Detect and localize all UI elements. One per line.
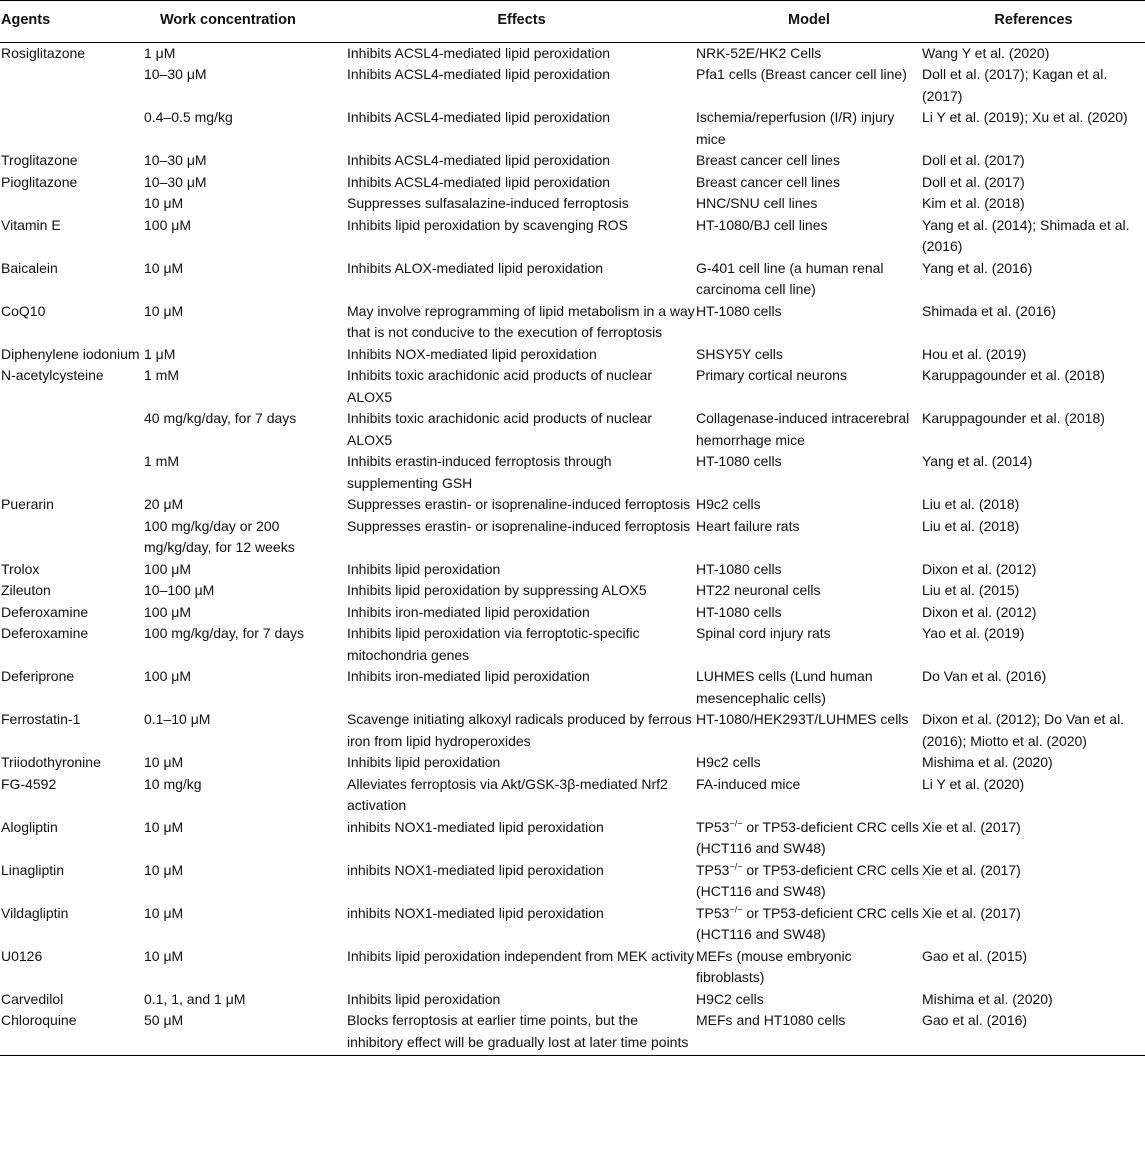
agent-cell: [0, 451, 144, 494]
header-row: [0, 1, 1145, 43]
model-cell: HT-1080 cells: [696, 560, 782, 577]
references-cell: Hou et al. (2019): [922, 345, 1027, 362]
agent-cell: Trolox: [1, 560, 40, 577]
concentration-cell: 10 μM: [144, 861, 184, 878]
references-cell: Gao et al. (2015): [922, 947, 1028, 964]
table-row: [0, 860, 1145, 903]
effect-cell: Inhibits toxic arachidonic acid products of nuclear ALOX5: [347, 367, 653, 405]
table-row: [0, 408, 1145, 451]
model-cell: HT-1080/HEK293T/LUHMES cells: [696, 711, 909, 727]
agent-cell: Troglitazone: [1, 152, 78, 168]
table-row: [0, 172, 1145, 194]
model-cell: SHSY5Y cells: [696, 345, 783, 362]
agent-cell: Deferoxamine: [1, 625, 89, 641]
model-text: or TP53-deficient CRC cells (HCT116 and SW48): [696, 861, 919, 899]
table-row: [0, 258, 1145, 301]
agent-cell: [0, 408, 144, 451]
agent-cell: [0, 107, 144, 150]
table-row: [0, 580, 1145, 602]
table-row: [0, 623, 1145, 666]
references-cell: Dixon et al. (2012): [922, 560, 1037, 577]
model-cell: HNC/SNU cell lines: [696, 195, 818, 211]
effect-cell: inhibits NOX1-mediated lipid peroxidation: [347, 861, 604, 878]
references-cell: Yao et al. (2019): [922, 625, 1025, 641]
agent-cell: Chloroquine: [0, 1010, 144, 1056]
references-cell: Liu et al. (2018): [922, 517, 1020, 534]
effect-cell: Suppresses erastin- or isoprenaline-induced ferroptosis: [347, 517, 691, 534]
concentration-cell: 10 μM: [144, 259, 184, 276]
agent-cell: Puerarin: [1, 496, 54, 512]
table-row: [0, 107, 1145, 150]
agent-cell: Rosiglitazone: [1, 44, 86, 61]
concentration-cell: 10 μM: [144, 754, 184, 770]
agent-cell: U0126: [1, 947, 43, 964]
references-cell: Xie et al. (2017): [922, 818, 1021, 835]
effect-cell: Alleviates ferroptosis via Akt/GSK-3β-mediated Nrf2 activation: [347, 775, 668, 813]
concentration-cell: 10–100 μM: [144, 582, 215, 598]
model-cell: [696, 860, 922, 903]
model-cell: HT-1080 cells: [696, 453, 782, 469]
model-prefix: TP53: [696, 818, 730, 835]
agent-cell: FG-4592: [1, 775, 57, 792]
references-cell: Wang Y et al. (2020): [922, 44, 1050, 61]
table-row: [0, 365, 1145, 408]
references-cell: Doll et al. (2017): [922, 152, 1025, 168]
table-row: [0, 42, 1145, 64]
model-text: or TP53-deficient CRC cells (HCT116 and SW48): [696, 904, 919, 942]
table-row: [0, 516, 1145, 559]
model-cell: HT-1080 cells: [696, 603, 782, 620]
agent-cell: Ferrostatin-1: [1, 711, 81, 727]
agent-cell: [0, 516, 144, 559]
model-cell: Primary cortical neurons: [696, 367, 847, 383]
model-cell: HT-1080 cells: [696, 302, 782, 319]
references-cell: Yang et al. (2014); Shimada et al. (2016): [922, 216, 1130, 254]
model-text: or TP53-deficient CRC cells (HCT116 and SW48): [696, 818, 919, 856]
references-cell: Gao et al. (2016): [922, 1010, 1145, 1056]
header-work-concentration: Work concentration: [144, 1, 347, 43]
references-cell: Karuppagounder et al. (2018): [922, 410, 1105, 426]
effect-cell: inhibits NOX1-mediated lipid peroxidation: [347, 904, 604, 921]
references-cell: Yang et al. (2016): [922, 259, 1033, 276]
agent-cell: [0, 193, 144, 215]
references-cell: Xie et al. (2017): [922, 904, 1021, 921]
concentration-cell: 10 μM: [144, 904, 184, 921]
effect-cell: Suppresses erastin- or isoprenaline-induced ferroptosis: [347, 496, 691, 512]
references-cell: Karuppagounder et al. (2018): [922, 367, 1105, 383]
references-cell: Dixon et al. (2012); Do Van et al. (2016); Miotto et al. (2020): [922, 711, 1125, 749]
header-effects: Effects: [347, 1, 696, 43]
references-cell: Kim et al. (2018): [922, 195, 1025, 211]
effect-cell: Inhibits lipid peroxidation by scavenging ROS: [347, 216, 628, 233]
model-cell: FA-induced mice: [696, 775, 801, 792]
effect-cell: Scavenge initiating alkoxyl radicals produced by ferrous iron from lipid hydroperoxides: [347, 711, 692, 749]
header-references: References: [922, 1, 1145, 43]
concentration-cell: 0.1–10 μM: [144, 711, 211, 727]
references-cell: Xie et al. (2017): [922, 861, 1021, 878]
effect-cell: Inhibits lipid peroxidation: [347, 754, 501, 770]
model-prefix: TP53: [696, 861, 730, 878]
table-row: [0, 946, 1145, 989]
model-cell: G-401 cell line (a human renal carcinoma cell line): [696, 259, 884, 297]
effect-cell: Inhibits lipid peroxidation via ferroptotic-specific mitochondria genes: [347, 625, 640, 663]
model-cell: Collagenase-induced intracerebral hemorrhage mice: [696, 410, 910, 448]
agent-cell: Deferiprone: [1, 668, 75, 684]
concentration-cell: 100 μM: [144, 216, 191, 233]
effect-cell: Inhibits toxic arachidonic acid products of nuclear ALOX5: [347, 410, 653, 448]
effect-cell: Inhibits lipid peroxidation by suppressing ALOX5: [347, 582, 647, 598]
agent-cell: [0, 64, 144, 107]
model-cell: Spinal cord injury rats: [696, 625, 831, 641]
references-cell: Liu et al. (2015): [922, 582, 1020, 598]
table-row: [0, 752, 1145, 774]
agent-cell: Pioglitazone: [1, 173, 78, 190]
model-cell: Heart failure rats: [696, 517, 800, 534]
effect-cell: Inhibits ACSL4-mediated lipid peroxidation: [347, 44, 611, 61]
effect-cell: Inhibits ALOX-mediated lipid peroxidation: [347, 259, 604, 276]
table-row: [0, 602, 1145, 624]
agent-cell: Deferoxamine: [1, 603, 89, 620]
concentration-cell: 10 μM: [144, 195, 184, 211]
concentration-cell: 100 μM: [144, 668, 191, 684]
effect-cell: May involve reprogramming of lipid metabolism in a way that is not conducive to the execution of ferroptosis: [347, 302, 695, 340]
agent-cell: Vildagliptin: [1, 904, 69, 921]
effect-cell: Inhibits iron-mediated lipid peroxidation: [347, 603, 590, 620]
effect-cell: Inhibits lipid peroxidation: [347, 560, 501, 577]
agent-cell: Vitamin E: [1, 216, 61, 233]
concentration-cell: 100 μM: [144, 560, 191, 577]
table-row: [0, 215, 1145, 258]
model-cell: H9c2 cells: [696, 496, 761, 512]
effect-cell: Inhibits erastin-induced ferroptosis through supplementing GSH: [347, 453, 612, 491]
references-cell: Mishima et al. (2020): [922, 990, 1053, 1007]
model-cell: HT-1080/BJ cell lines: [696, 216, 828, 233]
agent-cell: CoQ10: [1, 302, 46, 319]
references-cell: Li Y et al. (2020): [922, 775, 1025, 792]
table-row: [0, 1010, 1145, 1056]
concentration-cell: 10–30 μM: [144, 66, 207, 82]
model-cell: Ischemia/reperfusion (I/R) injury mice: [696, 109, 895, 147]
agent-cell: Baicalein: [1, 259, 58, 276]
effect-cell: Inhibits ACSL4-mediated lipid peroxidation: [347, 109, 611, 125]
model-cell: H9c2 cells: [696, 754, 761, 770]
effect-cell: inhibits NOX1-mediated lipid peroxidation: [347, 818, 604, 835]
model-prefix: TP53: [696, 904, 730, 921]
references-cell: Li Y et al. (2019); Xu et al. (2020): [922, 109, 1128, 125]
concentration-cell: 10 mg/kg: [144, 775, 202, 792]
concentration-cell: 10 μM: [144, 302, 184, 319]
table-row: [0, 451, 1145, 494]
concentration-cell: 50 μM: [144, 1010, 347, 1056]
references-cell: Liu et al. (2018): [922, 496, 1020, 512]
model-cell: MEFs and HT1080 cells: [696, 1010, 922, 1056]
table-row: [0, 193, 1145, 215]
effect-cell: Suppresses sulfasalazine-induced ferroptosis: [347, 195, 629, 211]
model-superscript: −/−: [729, 817, 743, 828]
table-row: [0, 559, 1145, 581]
agent-cell: Triiodothyronine: [1, 754, 101, 770]
concentration-cell: 100 μM: [144, 603, 191, 620]
references-cell: Yang et al. (2014): [922, 453, 1033, 469]
concentration-cell: 10 μM: [144, 947, 184, 964]
effect-cell: Inhibits ACSL4-mediated lipid peroxidation: [347, 173, 611, 190]
concentration-cell: 0.4–0.5 mg/kg: [144, 109, 233, 125]
model-cell: HT22 neuronal cells: [696, 582, 821, 598]
model-cell: LUHMES cells (Lund human mesencephalic cells): [696, 668, 873, 706]
effect-cell: Blocks ferroptosis at earlier time points, but the inhibitory effect will be gradually lost at later time points: [347, 1010, 696, 1056]
references-cell: Doll et al. (2017): [922, 173, 1025, 190]
table-row: [0, 903, 1145, 946]
effect-cell: Inhibits iron-mediated lipid peroxidation: [347, 668, 590, 684]
model-cell: [696, 903, 922, 946]
table-row: [0, 150, 1145, 172]
effect-cell: Inhibits ACSL4-mediated lipid peroxidation: [347, 66, 611, 82]
model-cell: NRK-52E/HK2 Cells: [696, 44, 822, 61]
table-row: [0, 989, 1145, 1011]
concentration-cell: 20 μM: [144, 496, 184, 512]
concentration-cell: 1 μM: [144, 345, 176, 362]
model-cell: Pfa1 cells (Breast cancer cell line): [696, 66, 907, 82]
model-superscript: −/−: [729, 860, 743, 871]
concentration-cell: 1 mM: [144, 453, 179, 469]
references-cell: Doll et al. (2017); Kagan et al. (2017): [922, 66, 1108, 104]
header-model: Model: [696, 1, 922, 43]
model-cell: MEFs (mouse embryonic fibroblasts): [696, 947, 852, 985]
references-cell: Shimada et al. (2016): [922, 302, 1056, 319]
concentration-cell: 100 mg/kg/day, for 7 days: [144, 625, 305, 641]
table-row: [0, 301, 1145, 344]
model-cell: Breast cancer cell lines: [696, 173, 840, 190]
concentration-cell: 1 μM: [144, 44, 176, 61]
agent-cell: Carvedilol: [1, 990, 64, 1007]
references-cell: Mishima et al. (2020): [922, 754, 1053, 770]
model-superscript: −/−: [729, 903, 743, 914]
concentration-cell: 10–30 μM: [144, 152, 207, 168]
concentration-cell: 10 μM: [144, 818, 184, 835]
references-cell: Dixon et al. (2012): [922, 603, 1037, 620]
table-row: [0, 64, 1145, 107]
concentration-cell: 100 mg/kg/day or 200 mg/kg/day, for 12 weeks: [144, 517, 295, 555]
table-row: [0, 666, 1145, 709]
effect-cell: Inhibits lipid peroxidation independent from MEK activity: [347, 947, 695, 964]
agent-cell: Diphenylene iodonium: [1, 345, 140, 362]
concentration-cell: 10–30 μM: [144, 173, 207, 190]
agent-cell: N-acetylcysteine: [1, 367, 104, 383]
references-cell: Do Van et al. (2016): [922, 668, 1047, 684]
model-cell: [696, 817, 922, 860]
concentration-cell: 40 mg/kg/day, for 7 days: [144, 410, 297, 426]
agent-cell: Alogliptin: [1, 818, 58, 835]
effect-cell: Inhibits ACSL4-mediated lipid peroxidation: [347, 152, 611, 168]
concentration-cell: 1 mM: [144, 367, 179, 383]
model-cell: H9C2 cells: [696, 990, 764, 1007]
table-body: [0, 42, 1145, 1056]
concentration-cell: 0.1, 1, and 1 μM: [144, 990, 246, 1007]
table-row: [0, 774, 1145, 817]
effect-cell: Inhibits lipid peroxidation: [347, 990, 501, 1007]
table-row: [0, 494, 1145, 516]
table-row: [0, 709, 1145, 752]
agent-cell: Zileuton: [1, 582, 51, 598]
table-row: [0, 344, 1145, 366]
header-agents: Agents: [0, 1, 144, 43]
table-header: [0, 1, 1145, 43]
model-cell: Breast cancer cell lines: [696, 152, 840, 168]
effect-cell: Inhibits NOX-mediated lipid peroxidation: [347, 345, 597, 362]
agent-cell: Linagliptin: [1, 861, 65, 878]
table-row: [0, 817, 1145, 860]
